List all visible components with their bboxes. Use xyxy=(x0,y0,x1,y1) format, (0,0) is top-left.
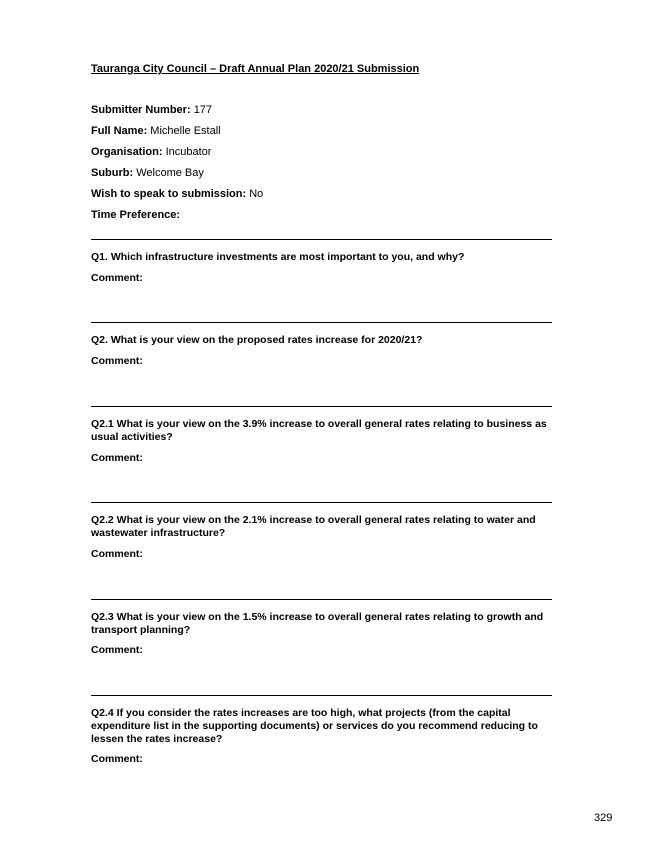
field-organisation xyxy=(91,146,551,159)
comment-label: Comment: xyxy=(91,272,143,284)
field-suburb xyxy=(91,167,551,180)
question-q2-4: Q2.4 If you consider the rates increases are too high, what projects (from the capital expenditure list in the supporting documents) or services do you recommend reducing to lessen the rates increase? xyxy=(91,707,538,745)
comment-label: Comment: xyxy=(91,548,143,560)
field-value: No xyxy=(249,188,264,200)
page-number: 329 xyxy=(594,812,613,824)
question-q2-2: Q2.2 What is your view on the 2.1% increase to overall general rates relating to water and wastewater infrastructure? xyxy=(91,514,536,539)
field-time-preference xyxy=(91,209,551,222)
comment-label: Comment: xyxy=(91,355,143,367)
field-label: Wish to speak to submission: xyxy=(91,188,247,200)
divider xyxy=(91,406,552,407)
field-submitter-number xyxy=(91,104,551,117)
question-q2-3: Q2.3 What is your view on the 1.5% increase to overall general rates relating to growth and transport planning? xyxy=(91,611,544,636)
field-value: Incubator xyxy=(165,146,212,158)
comment-label: Comment: xyxy=(91,753,143,765)
comment-label: Comment: xyxy=(91,644,143,656)
divider xyxy=(91,239,552,240)
field-value: Welcome Bay xyxy=(136,167,204,179)
field-wish-to-speak xyxy=(91,188,551,201)
document-title: Tauranga City Council – Draft Annual Plan 2020/21 Submission xyxy=(91,63,420,75)
divider xyxy=(91,322,552,323)
field-label: Full Name: xyxy=(91,125,148,137)
question-q2: Q2. What is your view on the proposed rates increase for 2020/21? xyxy=(91,334,423,346)
question-q1: Q1. Which infrastructure investments are most important to you, and why? xyxy=(91,251,465,263)
field-full-name xyxy=(91,125,551,138)
field-label: Organisation: xyxy=(91,146,163,158)
field-label: Submitter Number: xyxy=(91,104,191,116)
divider xyxy=(91,695,552,696)
divider xyxy=(91,599,552,600)
divider xyxy=(91,502,552,503)
question-q2-1: Q2.1 What is your view on the 3.9% increase to overall general rates relating to business as usual activities? xyxy=(91,418,547,443)
field-label: Time Preference: xyxy=(91,209,181,221)
field-value: 177 xyxy=(193,104,213,116)
field-value: Michelle Estall xyxy=(150,125,221,137)
comment-label: Comment: xyxy=(91,452,143,464)
field-label: Suburb: xyxy=(91,167,134,179)
